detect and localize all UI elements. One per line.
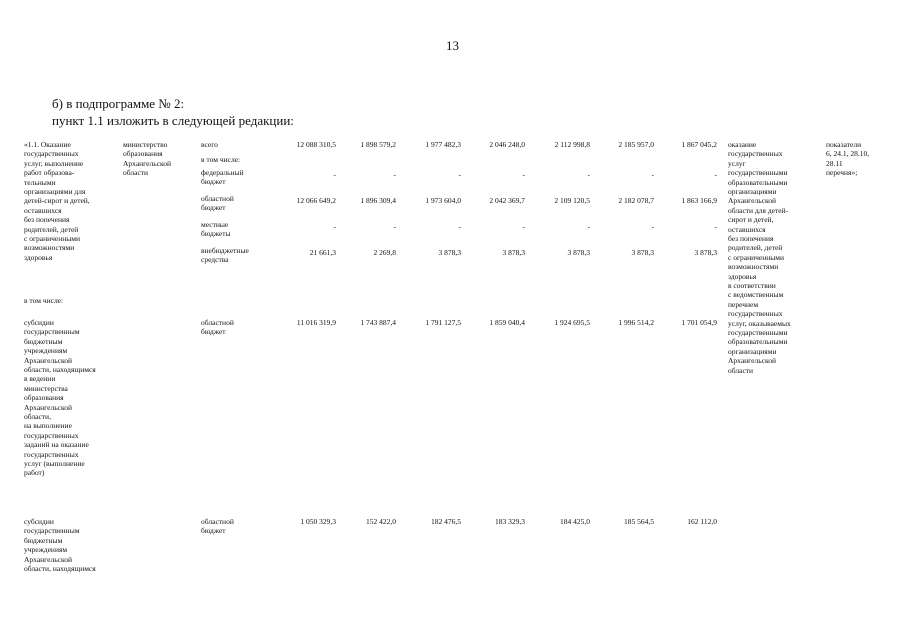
source-value: -: [587, 170, 590, 179]
result-line: Архангельской: [728, 196, 776, 206]
subsidy-1-value: 11 016 319,9: [296, 318, 336, 327]
subsidy-2-source-line: областной: [201, 517, 234, 526]
source-value: 2 182 078,7: [618, 196, 654, 205]
indicators-line: 6, 24.1, 28.10,: [826, 149, 870, 159]
result-line: организациями: [728, 187, 777, 196]
intro-line-2: пункт 1.1 изложить в следующей редакции:: [52, 113, 294, 128]
source-value: 3 878,3: [567, 248, 590, 257]
source-value: 3 878,3: [631, 248, 654, 257]
subsidy-1-value: 1 924 695,5: [554, 318, 590, 327]
in-that-number-label: в том числе:: [24, 296, 64, 305]
source-value: 12 066 649,2: [296, 196, 336, 205]
total-value: 2 112 998,8: [554, 140, 590, 149]
item-text-line: детей-сирот и детей,: [24, 196, 90, 206]
source-value: -: [333, 222, 336, 231]
item-text-line: государственных: [24, 149, 79, 159]
result-line: организациями: [728, 346, 777, 356]
subsidy-1-line: на выполнение: [24, 421, 72, 431]
source-value: -: [393, 170, 396, 179]
total-value: 1 898 579,2: [360, 140, 396, 149]
subsidy-2-line: области, находящимся: [24, 564, 96, 573]
result-line: области для детей-: [728, 205, 789, 215]
source-value: -: [458, 222, 461, 231]
result-line: Архангельской: [728, 356, 776, 366]
subsidy-2-value: 183 329,3: [495, 517, 525, 526]
subsidy-2-source-line: бюджет: [201, 526, 226, 536]
result-line: сирот и детей,: [728, 215, 774, 225]
subsidy-1-line: министерства: [24, 383, 68, 393]
subsidy-1-line: бюджетным: [24, 336, 63, 346]
item-text-line: родителей, детей: [24, 224, 79, 234]
source-label-line: бюджет: [201, 203, 226, 213]
result-line: государственных: [728, 309, 783, 319]
source-label-line: областной: [201, 194, 234, 203]
total-value: 1 977 482,3: [425, 140, 461, 149]
source-label-line: федеральный: [201, 168, 244, 177]
intro-line-1: б) в подпрограмме № 2:: [52, 96, 185, 111]
item-text-line: организациями для: [24, 187, 86, 196]
item-text-line: «1.1. Оказание: [24, 140, 71, 149]
source-value: 2 269,8: [373, 248, 396, 257]
subsidy-1-line: Архангельской: [24, 402, 72, 412]
source-value: -: [458, 170, 461, 179]
subsidy-2-line: Архангельской: [24, 554, 72, 564]
result-line: услуг, оказываемых: [728, 318, 791, 328]
item-text-line: с ограниченными: [24, 234, 81, 243]
subsidy-1-line: работ): [24, 468, 45, 478]
result-line: услуг: [728, 158, 746, 168]
executor-line: области: [123, 168, 149, 178]
source-value: 2 042 369,7: [489, 196, 525, 205]
source-value: 3 878,3: [438, 248, 461, 257]
source-value: -: [587, 222, 590, 231]
item-text-line: услуг, выполнение: [24, 158, 84, 168]
subsidy-2-value: 182 476,5: [431, 517, 461, 526]
source-value: -: [522, 222, 525, 231]
result-line: возможностями: [728, 262, 779, 272]
result-line: родителей, детей: [728, 243, 783, 253]
indicators-line: показатели: [826, 140, 862, 149]
subsidy-1-line: области, находящимся: [24, 365, 96, 374]
source-label-line: внебюджетные: [201, 246, 249, 255]
item-text-line: здоровья: [24, 252, 53, 262]
subsidy-1-value: 1 743 887,4: [360, 318, 396, 327]
source-value: 3 878,3: [502, 248, 525, 257]
source-value: -: [714, 170, 717, 179]
result-line: в соответствии: [728, 281, 776, 290]
subsidy-1-line: государственных: [24, 449, 79, 459]
subsidy-1-value: 1 859 040,4: [489, 318, 525, 327]
item-text-line: работ образова-: [24, 168, 75, 178]
subsidy-1-source-line: бюджет: [201, 327, 226, 337]
result-line: оказание: [728, 140, 757, 149]
source-value: 3 878,3: [694, 248, 717, 257]
source-all-label: всего: [201, 140, 218, 149]
subsidy-2-value: 162 112,0: [687, 517, 717, 526]
source-value: 21 661,3: [309, 248, 336, 257]
subsidy-2-line: учреждениям: [24, 545, 68, 555]
subsidy-1-line: учреждениям: [24, 346, 68, 356]
subsidy-1-line: услуг (выполнение: [24, 459, 85, 468]
subsidy-1-line: в ведении: [24, 374, 56, 384]
subsidy-1-value: 1 996 514,2: [618, 318, 654, 327]
subsidy-2-line: субсидии: [24, 517, 54, 526]
executor-line: Архангельской: [123, 158, 171, 168]
subsidy-2-value: 152 422,0: [366, 517, 396, 526]
item-text-line: возможностями: [24, 243, 75, 253]
source-label-line: бюджеты: [201, 229, 231, 239]
item-text-line: без попечения: [24, 215, 70, 225]
indicators-line: 28.11: [826, 158, 843, 168]
total-value: 2 046 248,0: [489, 140, 525, 149]
subsidy-2-value: 184 425,0: [560, 517, 590, 526]
executor-line: образования: [123, 149, 163, 159]
total-value: 2 185 957,0: [618, 140, 654, 149]
page-number: 13: [446, 38, 459, 53]
subsidy-1-line: заданий на оказание: [24, 440, 89, 450]
result-line: здоровья: [728, 271, 757, 281]
subsidy-1-line: государственным: [24, 327, 80, 337]
source-value: -: [522, 170, 525, 179]
result-line: с ограниченными: [728, 252, 785, 262]
subsidy-2-line: государственным: [24, 526, 80, 536]
result-line: перечнем: [728, 299, 759, 309]
source-value: 2 109 120,5: [554, 196, 590, 205]
source-label-line: местные: [201, 220, 229, 229]
source-value: 1 863 166,9: [681, 196, 717, 205]
source-value: -: [393, 222, 396, 231]
result-line: образовательными: [728, 337, 788, 347]
result-line: государственными: [728, 168, 788, 178]
source-value: -: [651, 222, 654, 231]
subsidy-1-value: 1 791 127,5: [425, 318, 461, 327]
subsidy-1-value: 1 701 054,9: [681, 318, 717, 327]
subsidy-2-value: 185 564,5: [624, 517, 654, 526]
result-line: без попечения: [728, 234, 774, 243]
total-value: 1 867 045,2: [681, 140, 717, 149]
indicators-line: перечня»;: [826, 168, 858, 178]
source-label-line: бюджет: [201, 177, 226, 187]
subsidy-1-line: субсидии: [24, 318, 54, 327]
result-line: области: [728, 365, 754, 375]
result-line: образовательными: [728, 177, 788, 187]
subsidy-2-line: бюджетным: [24, 535, 63, 545]
subsidy-1-line: образования: [24, 393, 64, 403]
result-line: государственными: [728, 328, 788, 337]
result-line: государственных: [728, 149, 783, 159]
subsidy-1-line: государственных: [24, 430, 79, 440]
source-value: -: [651, 170, 654, 179]
subsidy-1-source-line: областной: [201, 318, 234, 327]
item-text-line: тельными: [24, 177, 56, 187]
result-line: оставшихся: [728, 224, 766, 234]
result-line: с ведомственным: [728, 290, 784, 300]
source-including-label: в том числе:: [201, 155, 241, 164]
subsidy-2-value: 1 050 329,3: [300, 517, 336, 526]
source-value: 1 896 309,4: [360, 196, 396, 205]
source-value: 1 973 604,0: [425, 196, 461, 205]
source-value: -: [333, 170, 336, 179]
item-text-line: оставшихся: [24, 205, 62, 215]
source-value: -: [714, 222, 717, 231]
executor-line: министерство: [123, 140, 168, 149]
total-value: 12 088 310,5: [296, 140, 336, 149]
subsidy-1-line: области,: [24, 412, 51, 421]
subsidy-1-line: Архангельской: [24, 355, 72, 365]
source-label-line: средства: [201, 255, 229, 265]
